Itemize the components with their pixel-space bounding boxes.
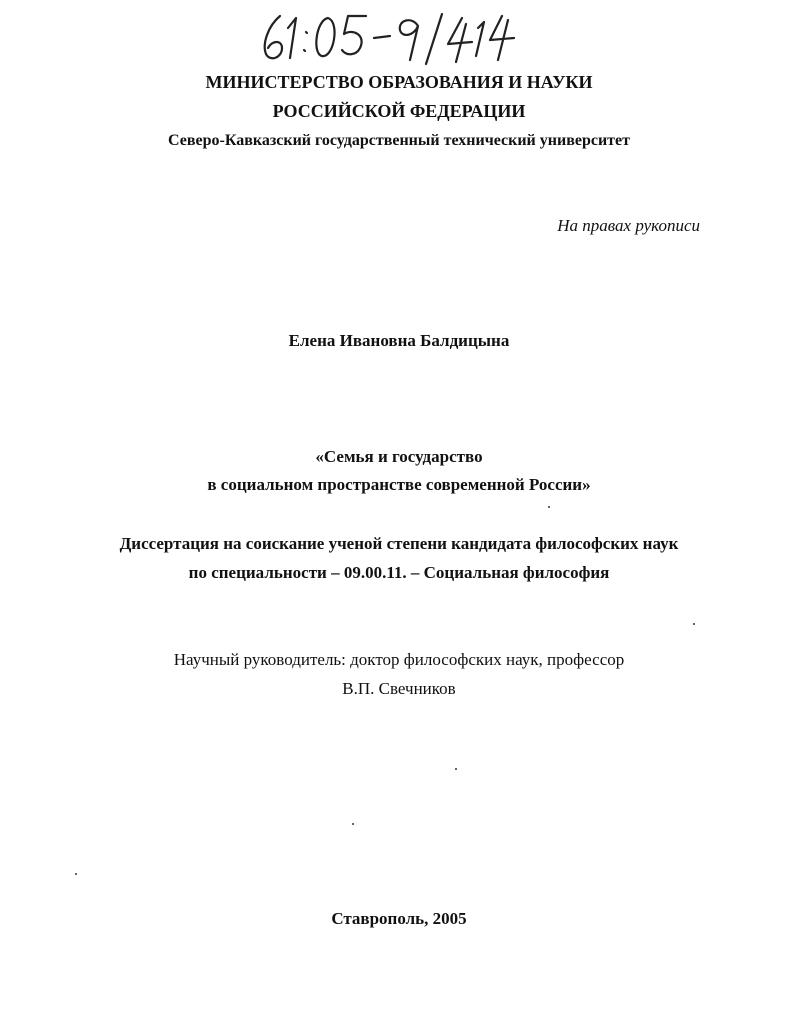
degree-line-2: по специальности – 09.00.11. – Социальная философия [188, 563, 610, 582]
degree-line-1: Диссертация на соискание ученой степени кандидата философских наук [119, 534, 679, 553]
dissertation-title-line-2: в социальном пространстве современной России» [207, 475, 591, 494]
scan-speck [352, 823, 354, 825]
scan-speck [548, 506, 550, 508]
city-year: Ставрополь, 2005 [331, 909, 467, 928]
handwritten-number-drawing [258, 10, 518, 68]
dissertation-title-line-1: «Семья и государство [315, 447, 483, 466]
scan-speck [75, 873, 77, 875]
author-name: Елена Ивановна Балдицына [288, 331, 510, 350]
ministry-line-2: РОССИЙСКОЙ ФЕДЕРАЦИИ [272, 101, 526, 121]
manuscript-note: На правах рукописи [557, 216, 700, 235]
scan-speck [455, 768, 457, 770]
scan-speck [693, 623, 695, 625]
supervisor-line-1: Научный руководитель: доктор философских наук, профессор [173, 650, 625, 669]
university-name: Северо-Кавказский государственный технический университет [168, 132, 630, 149]
ministry-line-1: МИНИСТЕРСТВО ОБРАЗОВАНИЯ И НАУКИ [205, 72, 593, 92]
handwritten-archive-number [258, 10, 518, 68]
supervisor-name: В.П. Свечников [342, 679, 456, 698]
